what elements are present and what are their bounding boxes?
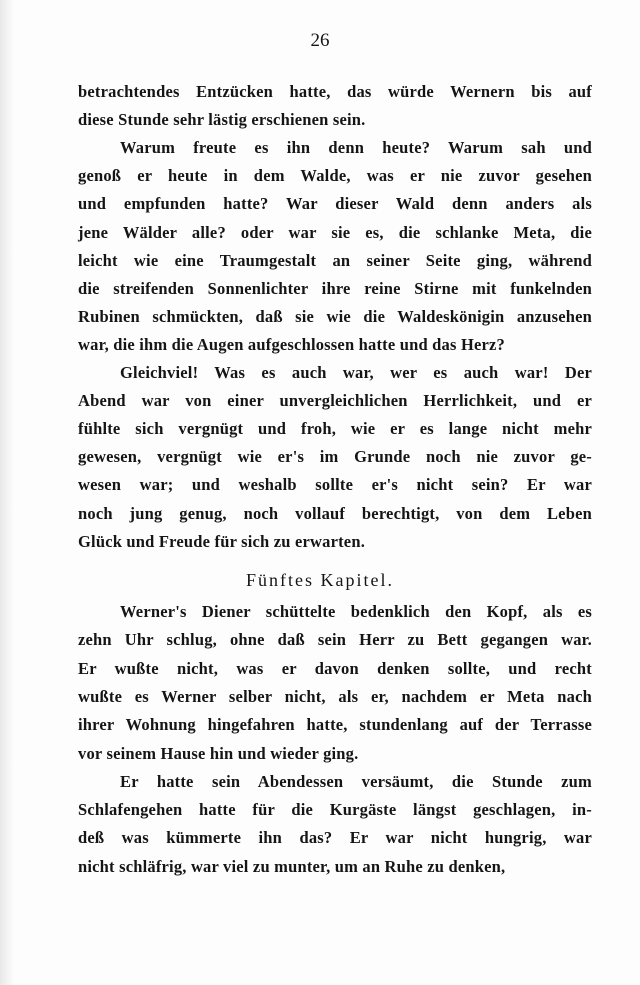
text-line: zehn Uhr schlug, ohne daß sein Herr zu Bett gegangen war.: [78, 630, 592, 650]
text-line: noch jung genug, noch vollauf berechtigt, von dem Leben: [78, 503, 592, 523]
text-line: Er hatte sein Abendessen versäumt, die Stunde zum: [120, 771, 592, 791]
page-edge-shadow: [0, 0, 14, 985]
text-line: jene Wälder alle? oder war sie es, die schlanke Meta, die: [78, 222, 592, 242]
text-line: Gleichviel! Was es auch war, wer es auch war! Der: [120, 363, 592, 382]
text-line: Rubinen schmückten, daß sie wie die Waldeskönigin anzusehen: [78, 306, 592, 326]
text-line: wußte es Werner selber nicht, als er, nachdem er Meta nach: [78, 686, 592, 706]
text-line: nicht schläfrig, war viel zu munter, um an Ruhe zu denken,: [78, 856, 506, 876]
text-line: vor seinem Hause hin und wieder ging.: [78, 743, 359, 763]
text-line: die streifenden Sonnenlichter ihre reine Stirne mit funkelnden: [78, 278, 592, 298]
text-line: wesen war; und weshalb sollte er's nicht sein? Er war: [78, 475, 592, 495]
text-line: ihrer Wohnung hingefahren hatte, stundenlang auf der Terrasse: [78, 715, 592, 735]
text-line: genoß er heute in dem Walde, was er nie zuvor gesehen: [78, 166, 592, 186]
text-line: Warum freute es ihn denn heute? Warum sah und: [120, 138, 592, 158]
text-line: Abend war von einer unvergleichlichen Herrlichkeit, und er: [78, 391, 592, 411]
text-line: betrachtendes Entzücken hatte, das würde Wernern bis auf: [78, 82, 592, 101]
text-line: Glück und Freude für sich zu erwarten.: [78, 531, 366, 551]
page-number: 26: [310, 30, 330, 51]
text-line: gewesen, vergnügt wie er's im Grunde noch nie zuvor ge-: [78, 447, 592, 467]
text-line: und empfunden hatte? War dieser Wald denn anders als: [78, 194, 592, 214]
text-line: Werner's Diener schüttelte bedenklich den Kopf, als es: [120, 602, 592, 621]
text-line: fühlte sich vergnügt und froh, wie er es lange nicht mehr: [78, 419, 592, 439]
text-line: leicht wie eine Traumgestalt an seiner Seite ging, während: [78, 250, 592, 270]
text-line: Schlafengehen hatte für die Kurgäste längst geschlagen, in-: [78, 800, 592, 820]
text-line: war, die ihm die Augen aufgeschlossen hatte und das Herz?: [78, 334, 505, 354]
text-line: diese Stunde sehr lästig erschienen sein.: [78, 110, 366, 130]
chapter-heading: Fünftes Kapitel.: [246, 570, 394, 590]
text-line: Er wußte nicht, was er davon denken sollte, und recht: [78, 658, 592, 678]
text-line: deß was kümmerte ihn das? Er war nicht hungrig, war: [78, 828, 592, 848]
